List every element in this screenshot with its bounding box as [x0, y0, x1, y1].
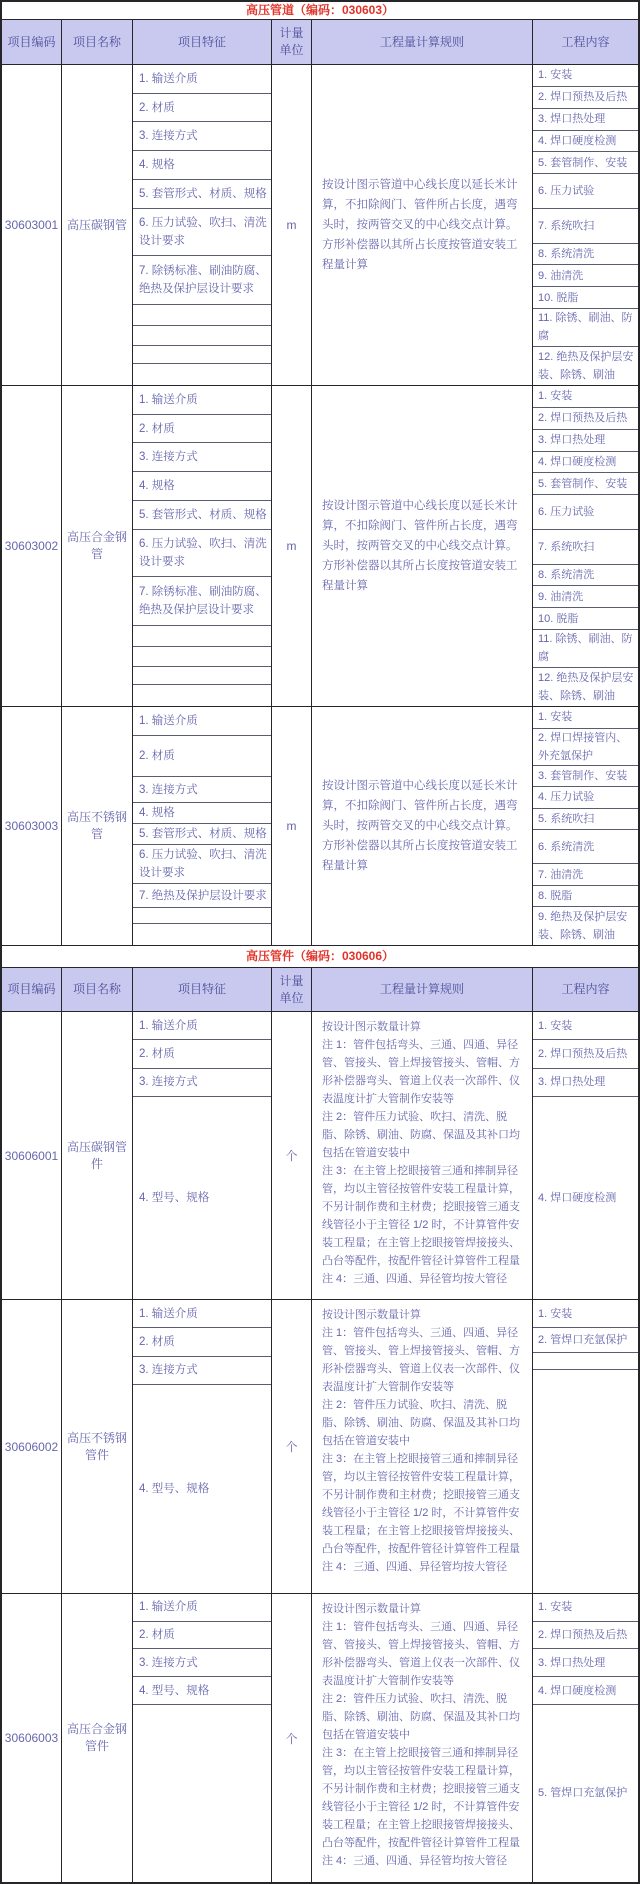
calc-rule-line: 按设计图示数量计算 [322, 1603, 421, 1615]
feature-item: 3. 连接方式 [133, 443, 271, 472]
feature-item: 3. 连接方式 [133, 122, 271, 151]
section2-header-row [2, 967, 638, 1011]
work-content-item: 1. 安装 [533, 1300, 638, 1328]
feature-item: 1. 输送介质 [133, 1594, 271, 1622]
feature-item: 1. 输送介质 [133, 1300, 271, 1328]
col-header-code: 项目编码 [2, 968, 62, 1011]
calc-rule: 按设计图示管道中心线长度以延长米计算，不扣除阀门、管件所占长度，遇弯头时，按两管交叉的中心线交点计算。方形补偿器以其所占长度按管道安装工程量计算 [312, 65, 533, 385]
work-content-item: 8. 系统清洗 [533, 565, 638, 587]
col-header-unit [272, 968, 312, 1011]
work-content-item: 1. 安装 [533, 707, 638, 729]
work-content-item: 3. 焊口热处理 [533, 109, 638, 131]
col-header-unit-line1: 计量 [279, 26, 304, 40]
feature-item-empty [133, 626, 271, 647]
feature-item-empty [133, 685, 271, 707]
project-code: 30603003 [2, 707, 62, 945]
project-name: 高压合金钢管件 [62, 1594, 133, 1882]
work-content-item: 4. 焊口硬度检测 [538, 1192, 617, 1205]
work-content-item: 6. 系统清洗 [533, 830, 638, 864]
feature-item-empty [133, 346, 271, 363]
feature-list [133, 386, 272, 706]
work-content-item: 12. 绝热及保护层安装、除锈、刷油 [538, 671, 634, 702]
feature-item-empty [133, 1705, 271, 1882]
table-row-30606003 [2, 1593, 638, 1882]
calc-rule [312, 1012, 533, 1299]
work-content-list [533, 65, 638, 385]
feature-item: 6. 压力试验、吹扫、清洗设计要求 [133, 845, 271, 884]
feature-item-empty [133, 667, 271, 684]
measure-unit: m [272, 65, 312, 385]
feature-list [133, 65, 272, 385]
project-name: 高压合金钢管 [62, 386, 133, 706]
calc-rule-line: 注 2：管件压力试验、吹扫、清洗、脱脂、除锈、刷油、防腐、保温及其补口均包括在管道安装中 [322, 1111, 520, 1159]
feature-list [133, 1012, 272, 1299]
work-content-item: 4. 压力试验 [533, 787, 638, 809]
col-header-name: 项目名称 [62, 968, 133, 1011]
work-content-item: 4. 焊口硬度检测 [533, 131, 638, 153]
work-content-item: 11. 除锈、刷油、防腐 [533, 630, 638, 668]
measure-unit: 个 [272, 1594, 312, 1882]
project-code: 30606001 [2, 1012, 62, 1299]
table-row-30606002 [2, 1299, 638, 1593]
feature-list [133, 1300, 272, 1593]
calc-rule-line: 注 4：三通、四通、异径管均按大管径 [322, 1273, 508, 1285]
col-header-content: 工程内容 [561, 34, 610, 49]
feature-item: 4. 规格 [133, 803, 271, 824]
calc-rule-line: 注 1：管件包括弯头、三通、四通、异径管、管接头、管上焊接管接头、管帽、方形补偿器弯头、管道上仪表一次部件、仪表温度计扩大管制作安装等 [322, 1039, 520, 1105]
col-header-code: 项目编码 [2, 20, 62, 64]
work-content-item: 9. 绝热及保护层安装、除锈、刷油 [538, 911, 628, 942]
col-header-unit-line2: 单位 [279, 990, 304, 1005]
calc-rule-line: 注 4：三通、四通、异径管均按大管径 [322, 1855, 508, 1867]
feature-item: 4. 型号、规格 [139, 1192, 210, 1205]
feature-item: 1. 输送介质 [133, 65, 271, 94]
work-content-item: 1. 安装 [533, 386, 638, 408]
col-header-rule: 工程量计算规则 [312, 968, 533, 1011]
col-header-features: 项目特征 [133, 20, 272, 64]
calc-rule-line: 注 2：管件压力试验、吹扫、清洗、脱脂、除锈、刷油、防腐、保温及其补口均包括在管道安装中 [322, 1399, 520, 1447]
feature-item: 4. 规格 [133, 151, 271, 180]
calc-rule [312, 1594, 533, 1882]
work-content-item: 2. 焊口预热及后热 [533, 408, 638, 430]
col-header-unit-line1: 计量 [279, 973, 304, 988]
work-content-item: 10. 脱脂 [533, 287, 638, 309]
work-content-list [533, 707, 638, 945]
section2-title: 高压管件（编码：030606） [2, 945, 638, 967]
measure-unit: 个 [272, 1012, 312, 1299]
feature-item: 6. 压力试验、吹扫、清洗设计要求 [133, 530, 271, 577]
work-content-item: 1. 安装 [533, 1594, 638, 1622]
project-name: 高压碳钢管件 [62, 1012, 133, 1299]
measure-unit: m [272, 386, 312, 706]
calc-rule [312, 1300, 533, 1593]
work-content-item: 1. 安装 [533, 1012, 638, 1040]
feature-item: 2. 材质 [133, 736, 271, 776]
feature-item: 5. 套管形式、材质、规格 [133, 180, 271, 209]
work-content-item: 5. 管焊口充氩保护 [538, 1787, 628, 1800]
work-content-item: 8. 脱脂 [533, 886, 638, 908]
calc-rule-line: 按设计图示数量计算 [322, 1021, 421, 1033]
feature-item: 3. 连接方式 [133, 1357, 271, 1385]
calc-rule: 按设计图示管道中心线长度以延长米计算，不扣除阀门、管件所占长度，遇弯头时，按两管交叉的中心线交点计算。方形补偿器以其所占长度按管道安装工程量计算 [312, 707, 533, 945]
work-content-item: 3. 焊口热处理 [533, 1649, 638, 1677]
col-header-unit-line2: 单位 [279, 43, 304, 57]
work-content-item: 9. 油清洗 [533, 265, 638, 287]
feature-item: 1. 输送介质 [133, 386, 271, 415]
feature-item: 7. 绝热及保护层设计要求 [133, 884, 271, 908]
project-code: 30603001 [2, 65, 62, 385]
table-row-30606001 [2, 1011, 638, 1299]
work-content-list [533, 1012, 638, 1299]
feature-item: 2. 材质 [133, 94, 271, 123]
work-content-item: 5. 套管制作、安装 [533, 473, 638, 495]
feature-item-empty [133, 908, 271, 923]
project-name: 高压不锈钢管件 [62, 1300, 133, 1593]
work-content-item: 2. 焊口预热及后热 [533, 87, 638, 109]
calc-rule-line: 按设计图示数量计算 [322, 1309, 421, 1321]
work-content-item: 10. 脱脂 [533, 608, 638, 630]
col-header-features: 项目特征 [133, 968, 272, 1011]
work-content-item: 4. 焊口硬度检测 [533, 452, 638, 474]
work-content-list [533, 1300, 638, 1593]
col-header-content: 工程内容 [561, 982, 610, 996]
feature-item-empty [133, 305, 271, 326]
feature-item: 3. 连接方式 [133, 1069, 271, 1097]
feature-item: 6. 压力试验、吹扫、清洗设计要求 [133, 209, 271, 256]
feature-item: 4. 型号、规格 [133, 1677, 271, 1705]
work-content-list [533, 386, 638, 706]
work-content-item-empty [533, 1370, 638, 1593]
work-content-item: 7. 油清洗 [533, 864, 638, 886]
feature-item-empty [133, 647, 271, 668]
work-content-item: 5. 系统吹扫 [533, 809, 638, 831]
work-content-item: 11. 除锈、刷油、防腐 [533, 309, 638, 347]
measure-unit: m [272, 707, 312, 945]
work-content-item: 6. 压力试验 [533, 495, 638, 530]
col-header-unit [272, 20, 312, 64]
table-row-30603002 [2, 385, 638, 706]
table-row-30603001 [2, 64, 638, 385]
work-content-item: 5. 套管制作、安装 [533, 152, 638, 174]
feature-item-empty [133, 326, 271, 347]
feature-item: 4. 规格 [133, 472, 271, 501]
work-content-list [533, 1594, 638, 1882]
feature-item-empty [133, 924, 271, 945]
col-header-name: 项目名称 [62, 20, 133, 64]
section1-header-row [2, 19, 638, 64]
work-content-item: 3. 焊口热处理 [533, 430, 638, 452]
work-content-item-empty [533, 1353, 638, 1371]
feature-item: 2. 材质 [133, 415, 271, 444]
calc-rule-line: 注 3：在主管上挖眼接管三通和摔制异径管，均以主管径按管件安装工程量计算，不另计制作费和主材费；挖眼接管三通支线管径小于主管径 1/2 时，不计算管件安装工程量；在主管上挖眼接管焊接接头、凸台等配件，按配件管径计算管件工程量 [322, 1453, 520, 1555]
feature-item: 7. 除锈标准、刷油防腐、绝热及保护层设计要求 [133, 256, 271, 305]
measure-unit: 个 [272, 1300, 312, 1593]
work-content-item: 9. 油清洗 [533, 586, 638, 608]
col-header-rule: 工程量计算规则 [312, 20, 533, 64]
calc-rule-line: 注 1：管件包括弯头、三通、四通、异径管、管接头、管上焊接管接头、管帽、方形补偿器弯头、管道上仪表一次部件、仪表温度计扩大管制作安装等 [322, 1327, 520, 1393]
work-content-item: 3. 套管制作、安装 [533, 766, 638, 788]
calc-rule-line: 注 1：管件包括弯头、三通、四通、异径管、管接头、管上焊接管接头、管帽、方形补偿器弯头、管道上仪表一次部件、仪表温度计扩大管制作安装等 [322, 1621, 520, 1687]
work-content-item: 2. 焊口预热及后热 [533, 1040, 638, 1068]
calc-rule-line: 注 4：三通、四通、异径管均按大管径 [322, 1561, 508, 1573]
feature-list [133, 707, 272, 945]
project-name: 高压不锈钢管 [62, 707, 133, 945]
project-code: 30606003 [2, 1594, 62, 1882]
feature-list [133, 1594, 272, 1882]
work-content-item: 7. 系统吹扫 [533, 530, 638, 565]
work-content-item: 3. 焊口热处理 [533, 1069, 638, 1097]
feature-item: 5. 套管形式、材质、规格 [133, 824, 271, 845]
project-name: 高压碳钢管 [62, 65, 133, 385]
work-content-item: 2. 管焊口充氩保护 [533, 1328, 638, 1352]
work-content-item: 7. 系统吹扫 [533, 209, 638, 244]
work-content-item: 2. 焊口焊接管内、外充氩保护 [533, 729, 638, 766]
feature-item: 2. 材质 [133, 1040, 271, 1068]
feature-item: 3. 连接方式 [133, 1649, 271, 1677]
feature-item: 2. 材质 [133, 1622, 271, 1650]
calc-rule-line: 注 3：在主管上挖眼接管三通和摔制异径管，均以主管径按管件安装工程量计算，不另计制作费和主材费；挖眼接管三通支线管径小于主管径 1/2 时，不计算管件安装工程量；在主管上挖眼接管焊接接头、凸台等配件，按配件管径计算管件工程量 [322, 1165, 520, 1267]
feature-item-empty [133, 364, 271, 386]
project-code: 30606002 [2, 1300, 62, 1593]
feature-item: 1. 输送介质 [133, 1012, 271, 1040]
work-content-item: 1. 安装 [533, 65, 638, 87]
feature-item: 1. 输送介质 [133, 707, 271, 736]
calc-rule-line: 注 3：在主管上挖眼接管三通和摔制异径管，均以主管径按管件安装工程量计算，不另计制作费和主材费；挖眼接管三通支线管径小于主管径 1/2 时，不计算管件安装工程量；在主管上挖眼接管焊接接头、凸台等配件，按配件管径计算管件工程量 [322, 1747, 520, 1849]
work-content-item: 8. 系统清洗 [533, 244, 638, 266]
work-content-item: 6. 压力试验 [533, 174, 638, 209]
work-content-item: 12. 绝热及保护层安装、除锈、刷油 [538, 350, 634, 381]
feature-item: 5. 套管形式、材质、规格 [133, 501, 271, 530]
calc-rule: 按设计图示管道中心线长度以延长米计算，不扣除阀门、管件所占长度，遇弯头时，按两管交叉的中心线交点计算。方形补偿器以其所占长度按管道安装工程量计算 [312, 386, 533, 706]
section1-title: 高压管道（编码：030603） [2, 2, 638, 19]
work-content-item: 4. 焊口硬度检测 [533, 1677, 638, 1705]
feature-item: 4. 型号、规格 [139, 1483, 210, 1496]
feature-item: 7. 除锈标准、刷油防腐、绝热及保护层设计要求 [133, 577, 271, 626]
feature-item: 2. 材质 [133, 1328, 271, 1356]
work-content-item: 2. 焊口预热及后热 [533, 1622, 638, 1650]
project-code: 30603002 [2, 386, 62, 706]
calc-rule-line: 注 2：管件压力试验、吹扫、清洗、脱脂、除锈、刷油、防腐、保温及其补口均包括在管道安装中 [322, 1693, 520, 1741]
feature-item: 3. 连接方式 [133, 777, 271, 804]
table-row-30603003 [2, 706, 638, 945]
